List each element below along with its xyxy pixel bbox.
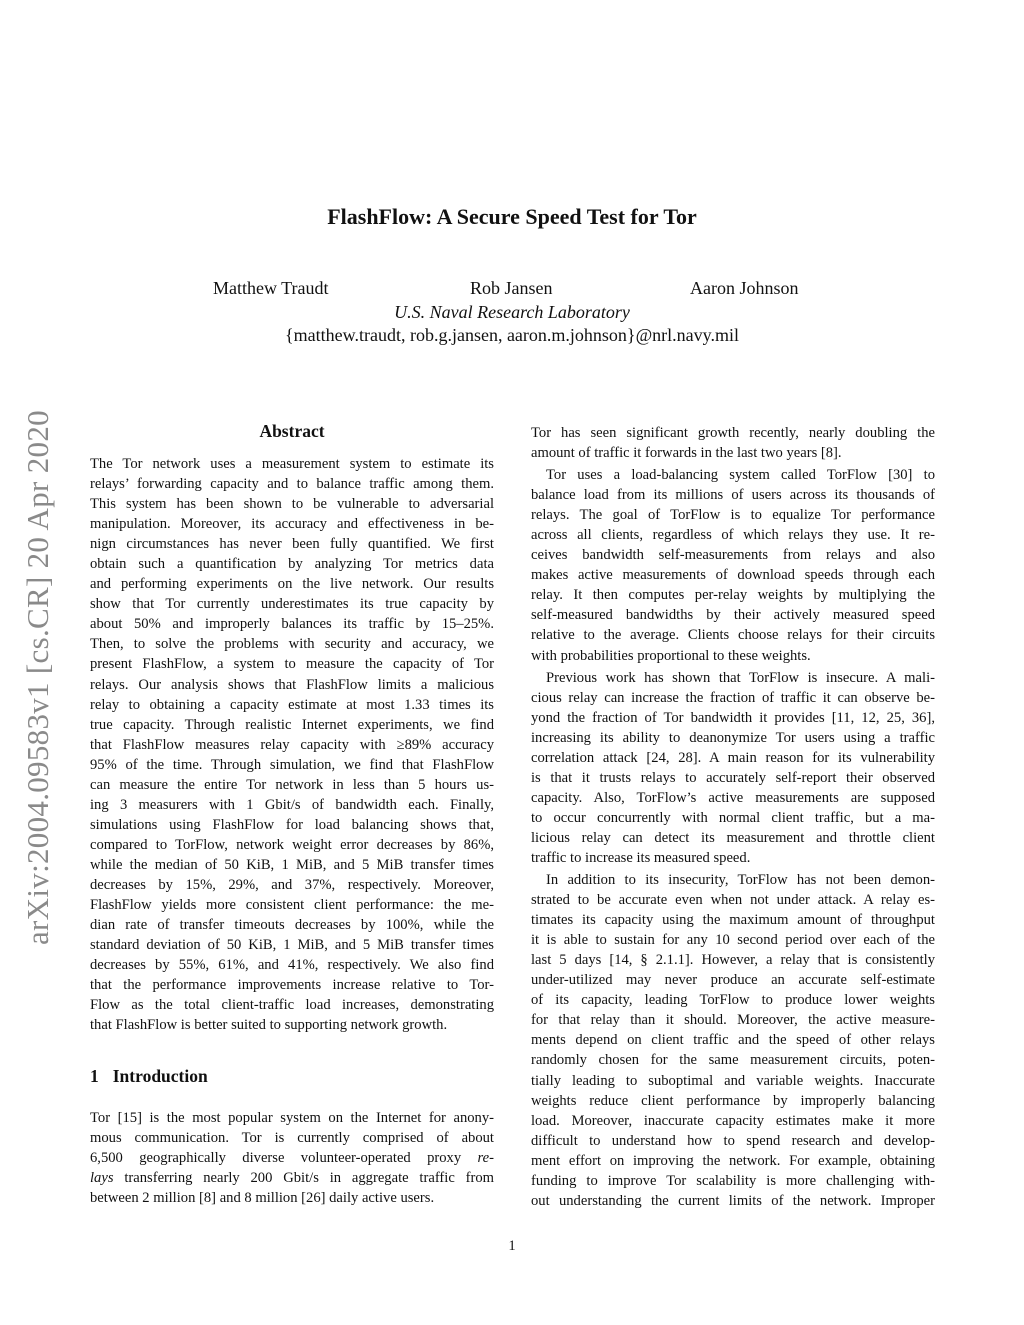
text-line: load. Moreover, inaccurate capacity estimates make it more: [531, 1112, 935, 1129]
text-line: across all clients, regardless of which relays they use. It re-: [531, 527, 935, 544]
text-line: lays transferring nearly 200 Gbit/s in aggregate traffic from: [90, 1170, 494, 1187]
text-line: strated to be accurate even when not under attack. A relay es-: [531, 892, 935, 909]
text-line: Tor [15] is the most popular system on the Internet for anony-: [90, 1110, 494, 1126]
text-line: that FlashFlow is better suited to supporting network growth.: [90, 1017, 448, 1034]
text-line: manipulation. Moreover, its accuracy and effectiveness in be-: [90, 516, 494, 533]
text-line: and performing experiments on the live network. Our results: [90, 576, 494, 593]
text-line: mous communication. Tor is currently comprised of about: [90, 1130, 494, 1147]
text-line: timates its capacity using the maximum amount of throughput: [531, 912, 935, 929]
text-line: relays. The goal of TorFlow is to equalize Tor performance: [531, 507, 935, 524]
text-line: for that relay than it should. Moreover, the active measure-: [531, 1012, 935, 1029]
text-line: to occur concurrently with normal client traffic, but a ma-: [531, 809, 935, 826]
right-column-body: [531, 423, 935, 1213]
text-line: show that Tor currently underestimates its true capacity by: [90, 596, 494, 613]
text-line: relay. It then computes per-relay weights by multiplying the: [531, 587, 935, 604]
text-line: yond the fraction of Tor bandwidth it provides [11, 12, 25, 36],: [531, 709, 935, 726]
text-line: present FlashFlow, a system to measure the capacity of Tor: [90, 656, 494, 673]
text-line: about 50% and improperly balances its traffic by 15–25%.: [90, 616, 494, 633]
section-heading: [90, 1066, 222, 1087]
paragraph: [531, 870, 935, 1211]
paragraph: [90, 454, 494, 1035]
text-line: increasing its ability to deanonymize Tor users using a traffic: [531, 729, 935, 746]
text-line: 95% of the time. Through simulation, we find that FlashFlow: [90, 756, 494, 773]
text-line: decreases by 55%, 61%, and 41%, respectively. We also find: [90, 957, 494, 974]
paragraph: [531, 465, 935, 665]
abstract-body: [90, 454, 494, 1037]
text-line: makes active measurements of download speeds through each: [531, 567, 935, 584]
text-line: under-utilized may never produce an accurate self-estimate: [531, 972, 935, 989]
text-line: last 5 days [14, § 2.1.1]. However, a relay that is consistently: [531, 952, 935, 969]
text-line: tially leading to suboptimal and variable weights. Inaccurate: [531, 1072, 935, 1089]
text-line: Then, to solve the problems with security and accuracy, we: [90, 636, 494, 653]
text-line: can measure the entire Tor network in less than 5 hours us-: [90, 776, 494, 793]
text-line: relay to obtaining a capacity estimate at most 1.33 times its: [90, 696, 494, 713]
text-line: cious relay can increase the fraction of traffic it can observe be-: [531, 689, 935, 706]
text-line: capacity. Also, TorFlow’s active measurements are supposed: [531, 789, 935, 806]
text-line: it is able to sustain for any 10 second period over each of the: [531, 932, 935, 949]
text-line: funding to improve Tor scalability is more challenging with-: [531, 1172, 935, 1189]
text-line: relays’ forwarding capacity and to balance traffic among them.: [90, 476, 494, 493]
text-line: between 2 million [8] and 8 million [26] daily active users.: [90, 1190, 435, 1207]
paper-title: FlashFlow: A Secure Speed Test for Tor: [327, 204, 697, 229]
text-line: that FlashFlow measures relay capacity with ≥89% accuracy: [90, 736, 494, 753]
abstract-heading: Abstract: [259, 421, 325, 441]
text-line: relative to the average. Clients choose relays for their circuits: [531, 627, 935, 644]
text-line: self-measured bandwidths by their actively measured speed: [531, 607, 935, 624]
text-line: of its capacity, leading TorFlow to produce lower weights: [531, 992, 935, 1009]
text-line: compared to TorFlow, network weight error decreases by 86%,: [90, 836, 494, 853]
page-number: 1: [508, 1238, 516, 1254]
text-line: true capacity. Through realistic Internet experiments, we find: [90, 716, 494, 733]
text-line: correlation attack [24, 28]. A main reason for its vulnerability: [531, 749, 935, 766]
text-line: randomly chosen for the same measurement circuits, poten-: [531, 1052, 935, 1069]
text-line: nign circumstances has never been fully quantified. We first: [90, 536, 494, 553]
text-line: while the median of 50 KiB, 1 MiB, and 5 MiB transfer times: [90, 856, 494, 873]
author-emails: {matthew.traudt, rob.g.jansen, aaron.m.johnson}@nrl.navy.mil: [285, 325, 739, 345]
paragraph: [90, 1108, 494, 1208]
text-line: ments depend on client traffic and the speed of other relays: [531, 1032, 935, 1049]
section-number: 1: [90, 1066, 99, 1086]
affiliation: U.S. Naval Research Laboratory: [394, 302, 630, 322]
text-line: balance load from its millions of users across its thousands of: [531, 487, 935, 504]
text-line: is that it trusts relays to accurately self-report their observed: [531, 769, 935, 786]
arxiv-stamp: arXiv:2004.09583v1 [cs.CR] 20 Apr 2020: [20, 410, 55, 945]
text-line: out understanding the current limits of the network. Improper: [531, 1192, 935, 1209]
text-line: difficult to understand how to spend research and develop-: [531, 1132, 935, 1149]
text-line: with probabilities proportional to these weights.: [531, 647, 811, 664]
text-line: The Tor network uses a measurement system to estimate its: [90, 456, 494, 472]
section-title: Introduction: [112, 1066, 208, 1086]
text-line: Tor has seen significant growth recently, nearly doubling the: [531, 425, 935, 441]
paragraph: [531, 668, 935, 868]
text-line: Tor uses a load-balancing system called TorFlow [30] to: [546, 467, 935, 484]
text-line: ing 3 measurers with 1 Gbit/s of bandwidth each. Finally,: [90, 796, 494, 813]
author-name: Matthew Traudt: [213, 278, 329, 298]
text-line: ceives bandwidth self-measurements from relays and also: [531, 547, 935, 564]
text-line: relays. Our analysis shows that FlashFlow limits a malicious: [90, 676, 494, 693]
text-line: standard deviation of 50 KiB, 1 MiB, and 5 MiB transfer times: [90, 937, 494, 954]
text-line: traffic to increase its measured speed.: [531, 849, 751, 866]
text-line: FlashFlow yields more consistent client performance: the me-: [90, 897, 494, 914]
introduction-body: [90, 1108, 494, 1210]
text-line: licious relay can detect its measurement and throttle client: [531, 829, 935, 846]
text-line: In addition to its insecurity, TorFlow has not been demon-: [546, 872, 935, 889]
text-line: simulations using FlashFlow for load balancing shows that,: [90, 816, 494, 833]
text-line: ment effort on improving the network. For example, obtaining: [531, 1152, 935, 1169]
text-line: This system has been shown to be vulnerable to adversarial: [90, 496, 494, 513]
author-name: Aaron Johnson: [690, 278, 799, 298]
text-line: Previous work has shown that TorFlow is insecure. A mali-: [546, 669, 935, 686]
text-line: decreases by 15%, 29%, and 37%, respectively. Moreover,: [90, 876, 494, 893]
text-line: weights reduce client performance by improperly balancing: [531, 1092, 935, 1109]
text-line: Flow as the total client-traffic load increases, demonstrating: [90, 997, 494, 1014]
text-line: obtain such a quantification by analyzing Tor metrics data: [90, 556, 494, 573]
text-line: dian rate of transfer timeouts decreases by 100%, while the: [90, 917, 494, 934]
text-line: 6,500 geographically diverse volunteer-operated proxy re-: [90, 1150, 494, 1167]
author-name: Rob Jansen: [470, 278, 553, 298]
paragraph: [531, 423, 935, 463]
text-line: amount of traffic it forwards in the last two years [8].: [531, 445, 842, 462]
text-line: that the performance improvements increase relative to Tor-: [90, 977, 494, 994]
